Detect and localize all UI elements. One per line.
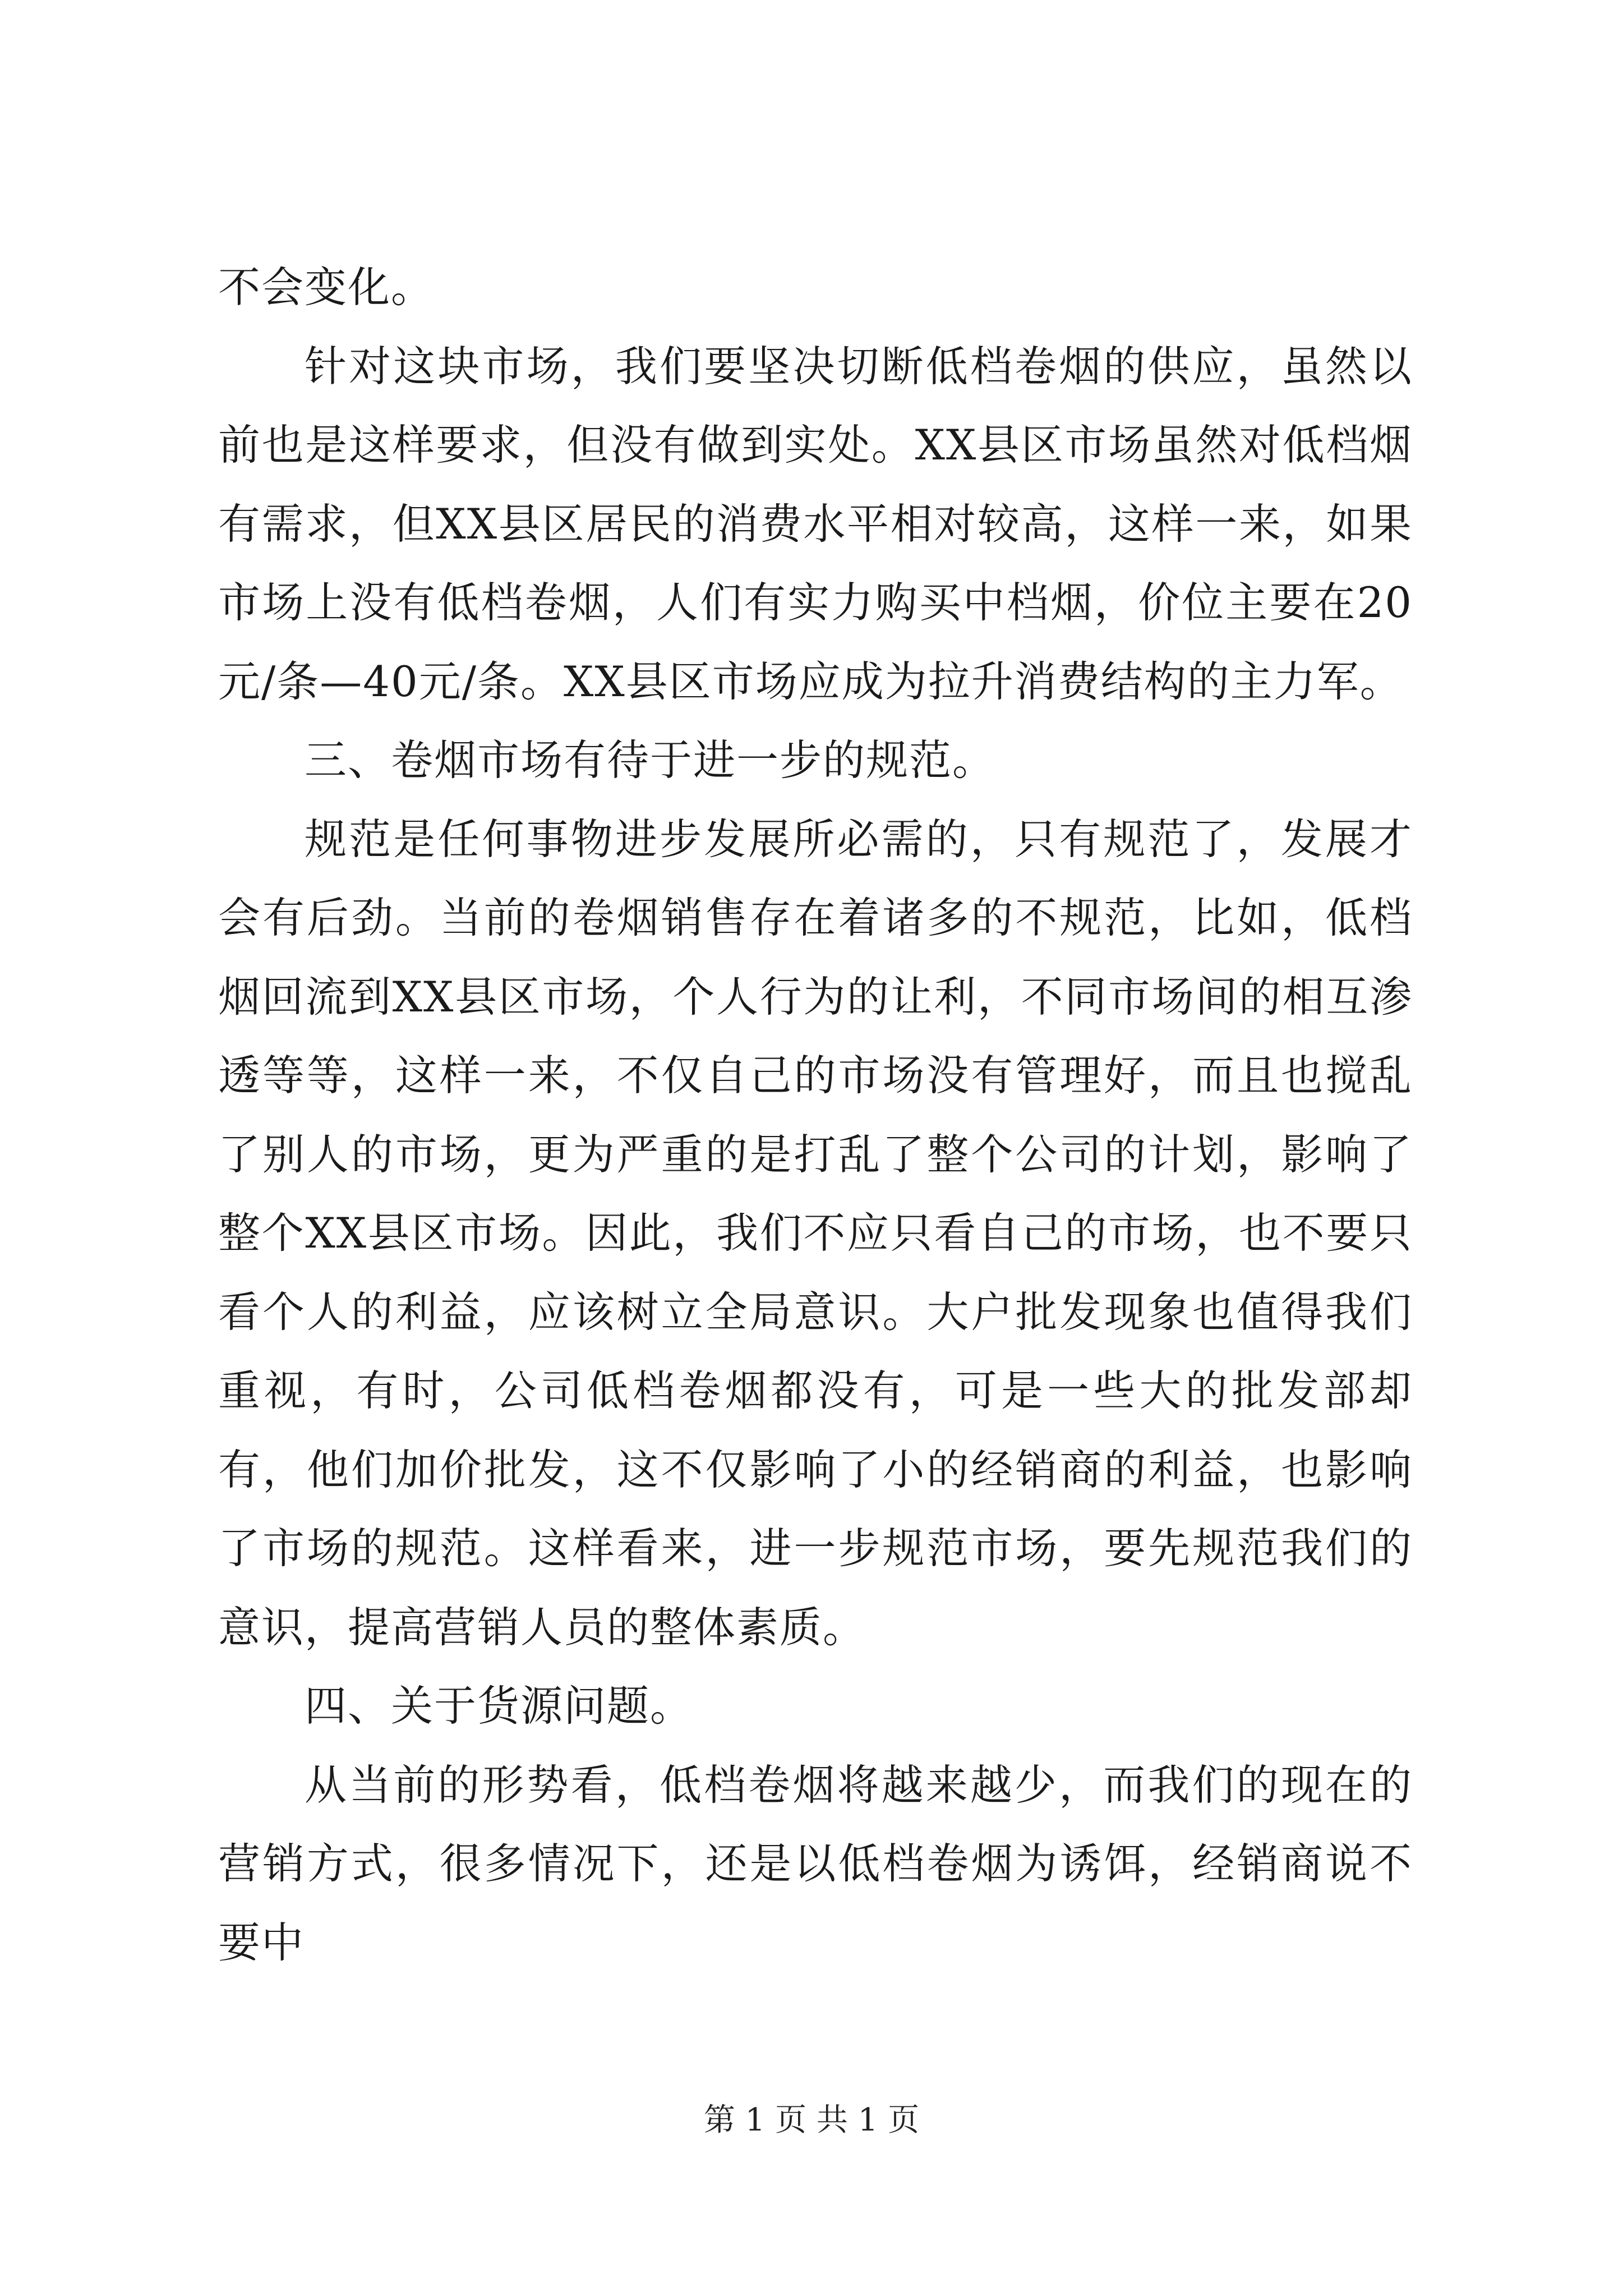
section-heading-three: 三、卷烟市场有待于进一步的规范。 — [305, 735, 996, 785]
page-number-footer: 第 1 页 共 1 页 — [703, 2102, 920, 2138]
document-body — [218, 248, 1413, 1982]
paragraph-market-regulation: 规范是任何事物进步发展所必需的，只有规范了，发展才会有后劲。当前的卷烟销售存在着诸多的不规范，比如，低档烟回流到XX县区市场，个人行为的让利，不同市场间的相互渗透等等，这样一来，不仅自己的市场没有管理好，而且也搅乱了别人的市场，更为严重的是打乱了整个公司的计划，影响了整个XX县区市场。因此，我们不应只看自己的市场，也不要只看个人的利益，应该树立全局意识。大户批发现象也值得我们重视，有时，公司低档卷烟都没有，可是一些大的批发部却有，他们加价批发，这不仅影响了小的经销商的利益，也影响了市场的规范。这样看来，进一步规范市场，要先规范我们的意识，提高营销人员的整体素质。 — [218, 814, 1413, 1652]
paragraph-market-supply: 针对这块市场，我们要坚决切断低档卷烟的供应，虽然以前也是这样要求，但没有做到实处。XX县区市场虽然对低档烟有需求，但XX县区居民的消费水平相对较高，这样一来，如果市场上没有低档卷烟，人们有实力购买中档烟，价位主要在20元/条—40元/条。XX县区市场应成为拉升消费结构的主力军。 — [218, 341, 1413, 706]
paragraph-continuation: 不会变化。 — [218, 263, 435, 312]
paragraph-supply-source: 从当前的形势看，低档卷烟将越来越少，而我们的现在的营销方式，很多情况下，还是以低档卷烟为诱饵，经销商说不要中 — [218, 1760, 1413, 1967]
section-heading-four: 四、关于货源问题。 — [305, 1681, 694, 1731]
